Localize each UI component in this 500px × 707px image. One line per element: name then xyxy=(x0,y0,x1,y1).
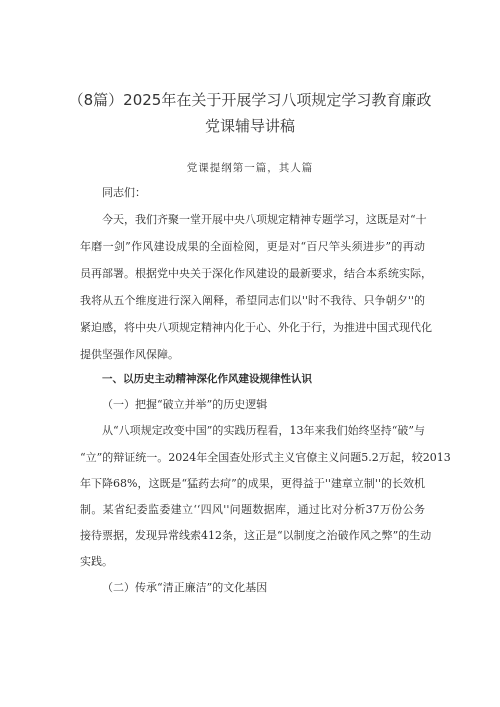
document-title-line-2: 党课辅导讲稿 xyxy=(204,117,295,135)
paragraph-1-line-5: 紧迫感，将中央八项规定精神内化于心、外化于行，为推进中国式现代化 xyxy=(80,321,432,334)
paragraph-1-line-2: 年磨一剑”作风建设成果的全面检阅，更是对“百尺竿头须进步”的再动 xyxy=(80,240,425,253)
paragraph-1-line-3: 员再部署。根据党中央关于深化作风建设的最新要求，结合本系统实际， xyxy=(80,267,432,280)
paragraph-2-line-3: 年下降68%，这既是“猛药去疴”的成果，更得益于''建章立制''的长效机 xyxy=(80,477,425,490)
paragraph-2-line-1: 从“八项规定改变中国”的实践历程看，13年来我们始终坚持“破”与 xyxy=(102,424,425,437)
paragraph-1-line-4: 我将从五个维度进行深入阐释，希望同志们以''时不我待、只争朝夕''的 xyxy=(80,294,425,307)
paragraph-2-line-6: 实践。 xyxy=(80,555,113,568)
document-title-line-1: （8篇）2025年在关于开展学习八项规定学习教育廉政 xyxy=(68,91,432,109)
paragraph-2-line-5: 接待票据，发现异常线索412条，这正是“以制度之治破作风之弊”的生动 xyxy=(80,529,432,542)
paragraph-2-line-2: “立”的辩证统一。2024年全国查处形式主义官僚主义问题5.2万起，较2013 xyxy=(80,451,451,464)
document-subtitle: 党课提纲第一篇，其人篇 xyxy=(186,162,314,174)
paragraph-2-line-4: 制。某省纪委监委建立‘‘四风''问题数据库，通过比对分析37万份公务 xyxy=(80,503,425,516)
subsection-heading-2: （二）传承“清正廉洁”的文化基因 xyxy=(102,581,268,594)
greeting: 同志们： xyxy=(102,186,146,199)
section-heading-1: 一、以历史主动精神深化作风建设规律性认识 xyxy=(102,373,312,385)
paragraph-1-line-6: 提供坚强作风保障。 xyxy=(80,348,179,361)
subsection-heading-1: （一）把握“破立并举”的历史逻辑 xyxy=(102,398,268,411)
paragraph-1-line-1: 今天，我们齐聚一堂开展中央八项规定精神专题学习，这既是对“十 xyxy=(102,213,427,226)
